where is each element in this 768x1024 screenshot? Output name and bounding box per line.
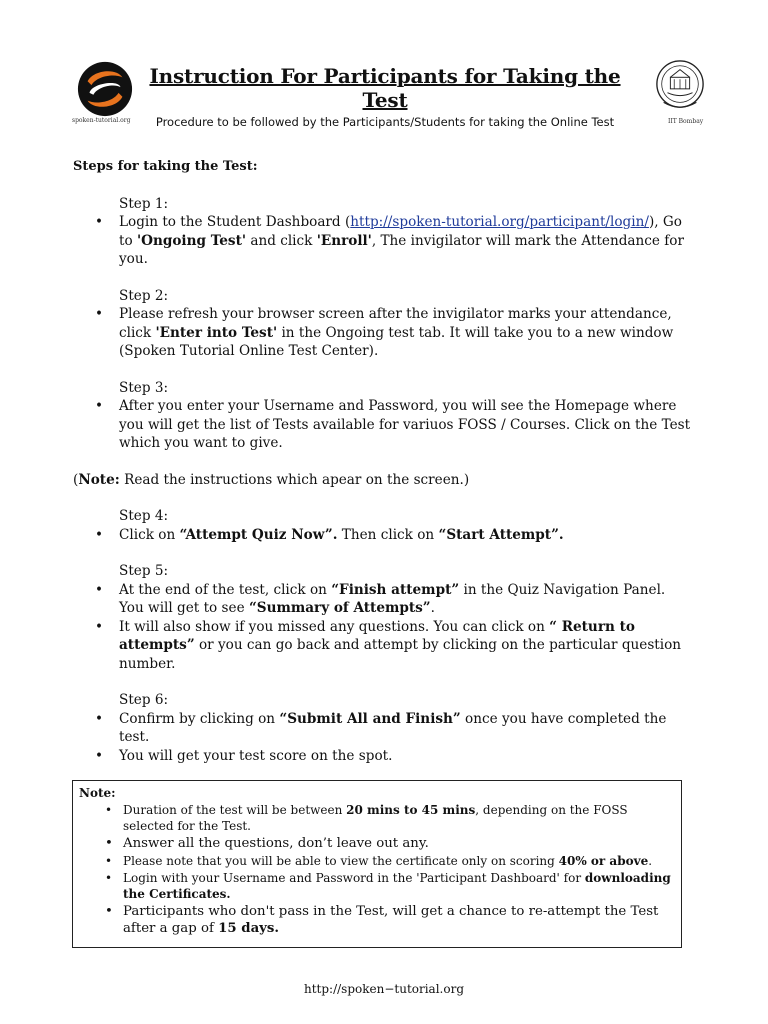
bold-text: 15 days. (218, 921, 280, 936)
text-run: ), Go to (119, 214, 682, 249)
text-run: Please refresh your browser screen after the invigilator marks your attendance, click (119, 306, 672, 341)
text-run: Duration of the test will be between (123, 803, 347, 817)
bold-text: 'Ongoing Test' (136, 232, 247, 249)
text-run: or you can go back and attempt by clicking on the particular question number. (119, 637, 682, 672)
text-run: , The invigilator will mark the Attendance for you. (119, 232, 684, 267)
bullet-icon: • (95, 618, 104, 635)
bullet-icon: • (105, 803, 113, 817)
text-run: and click (246, 232, 317, 249)
step-bullet (73, 305, 693, 361)
bullet-icon: • (95, 581, 104, 598)
bullet-icon: • (105, 871, 113, 885)
text-run: At the end of the test, click on (119, 581, 332, 598)
text-run: in the Ongoing test tab. It will take you to a new window (Spoken Tutorial Online Test Center). (119, 324, 674, 359)
text-run: It will also show if you missed any questions. You can click on (119, 618, 550, 635)
bold-text: 20 mins to 45 mins (346, 803, 476, 817)
note-item (79, 802, 675, 834)
note-item (79, 835, 675, 852)
text-run: Please note that you will be able to view the certificate only on scoring (123, 854, 559, 868)
iit-bombay-seal-icon (654, 58, 706, 112)
bold-text: Note: (78, 471, 120, 488)
step-bullet (73, 581, 693, 618)
page-subtitle: Procedure to be followed by the Participants/Students for taking the Online Test (155, 115, 615, 129)
text-run: Click on (119, 526, 180, 543)
step-bullet (73, 526, 693, 545)
note-box (72, 780, 682, 948)
spoken-tutorial-logo (70, 60, 140, 118)
bold-text: 40% or above (558, 854, 649, 868)
text-run: in the Quiz Navigation Panel. You will get to see (119, 581, 666, 616)
note-box-heading: Note: (79, 786, 116, 800)
bold-text: “Submit All and Finish” (279, 710, 461, 727)
bullet-icon: • (95, 214, 104, 230)
header (140, 64, 630, 129)
step-bullet (73, 618, 693, 674)
text-run: . (648, 854, 653, 868)
step-bullet (73, 213, 693, 269)
step-bullet (73, 710, 693, 747)
text-run: Confirm by clicking on (119, 710, 280, 727)
bold-text: 'Enter into Test' (155, 324, 278, 341)
step-label: Step 3: (119, 379, 169, 396)
step-bullet (73, 747, 693, 766)
bullet-icon: • (105, 904, 113, 919)
step-label: Step 5: (119, 563, 169, 579)
spoken-tutorial-logo-icon (76, 60, 134, 118)
step-label: Step 1: (119, 195, 169, 212)
note-item (79, 903, 675, 937)
note-item (79, 853, 675, 869)
text-run: . (430, 600, 435, 616)
text-run: After you enter your Username and Password, you will see the Homepage where you will get the list of Tests available for variuos FOSS / Courses. Click on the Test which you want to give. (119, 398, 691, 451)
footer-url: http://spoken−tutorial.org (303, 982, 465, 996)
text-run: Read the instructions which apear on the screen.) (119, 471, 470, 488)
bullet-icon: • (95, 710, 104, 727)
step-bullet (73, 397, 693, 453)
text-run: You will get your test score on the spot. (119, 747, 393, 764)
text-run: Login with your Username and Password in the 'Participant Dashboard' for (123, 871, 585, 885)
bold-text: “Attempt Quiz Now”. (179, 526, 338, 543)
bullet-icon: • (105, 854, 113, 868)
text-run: Answer all the questions, don’t leave out any. (123, 836, 429, 851)
instructions-note (73, 471, 693, 490)
text-run: once you have completed the test. (119, 710, 667, 745)
iit-bombay-logo (652, 58, 708, 112)
bullet-icon: • (95, 747, 104, 764)
left-logo-caption: spoken-tutorial.org (72, 117, 131, 124)
login-link[interactable]: http://spoken-tutorial.org/participant/login/ (350, 214, 649, 230)
step-label: Step 2: (119, 287, 169, 304)
right-logo-caption: IIT Bombay (668, 118, 704, 125)
bullet-icon: • (95, 398, 104, 414)
text-run: Then click on (337, 526, 439, 543)
bullet-icon: • (95, 306, 104, 322)
steps-section (73, 158, 693, 765)
text-run: ( (73, 471, 79, 488)
step-label: Step 4: (119, 508, 169, 524)
bold-text: 'Enroll' (316, 232, 372, 249)
note-item (79, 870, 675, 902)
steps-heading: Steps for taking the Test: (73, 159, 258, 174)
page-title: Instruction For Participants for Taking the Test (149, 64, 621, 112)
text-run: Participants who don't pass in the Test, will get a chance to re-attempt the Test after a gap of (123, 904, 659, 936)
step-label: Step 6: (119, 692, 169, 708)
text-run: Login to the Student Dashboard ( (119, 214, 351, 230)
bullet-icon: • (95, 526, 104, 543)
text-run: , depending on the FOSS selected for the Test. (123, 803, 628, 833)
bold-text: “ Return to attempts” (119, 618, 635, 653)
bullet-icon: • (105, 836, 113, 851)
bold-text: downloading the Certificates. (123, 871, 671, 901)
bold-text: “Start Attempt”. (438, 526, 564, 543)
bold-text: “Finish attempt” (331, 581, 460, 598)
bold-text: “Summary of Attempts” (248, 600, 431, 616)
